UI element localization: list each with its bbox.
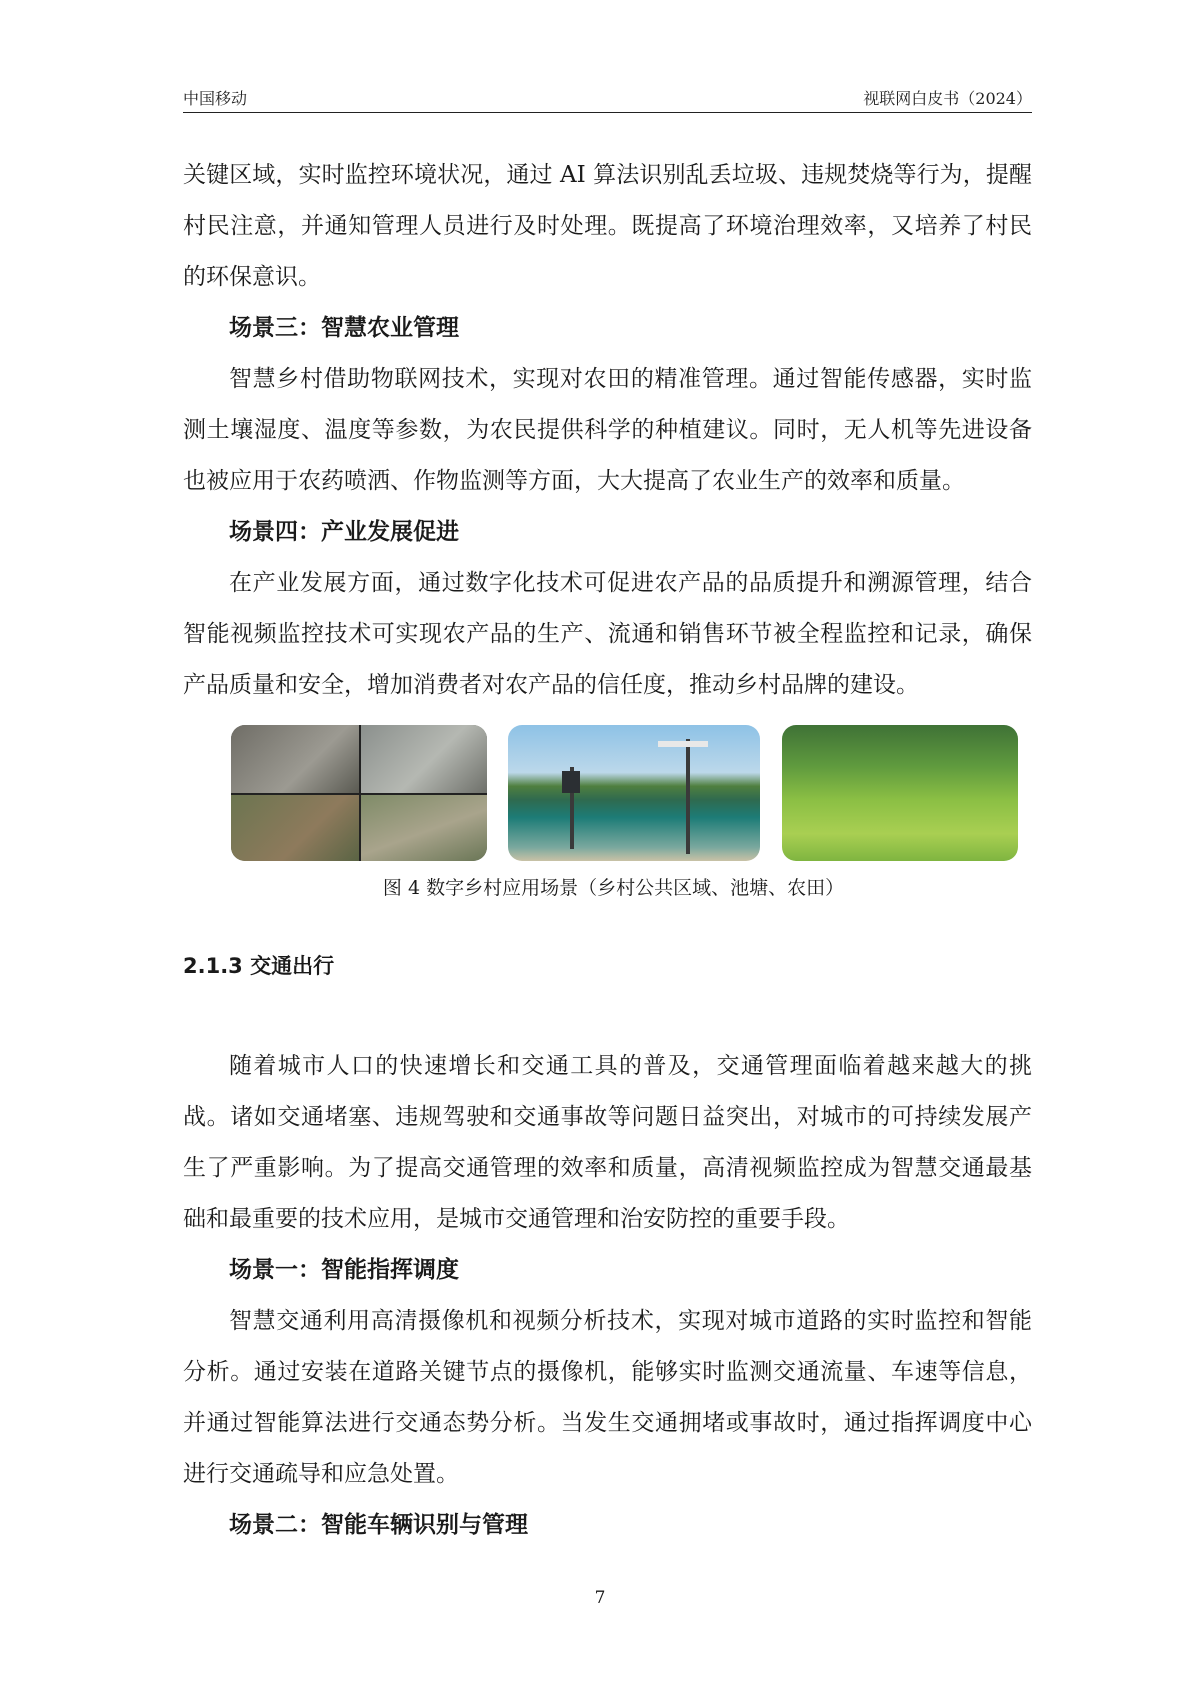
paragraph: 关键区域，实时监控环境状况，通过 AI 算法识别乱丢垃圾、违规焚烧等行为，提醒村民注意，并通知管理人员进行及时处理。既提高了环境治理效率，又培养了村民的环保意识。 bbox=[183, 162, 1032, 290]
figure-caption: 图 4 数字乡村应用场景（乡村公共区域、池塘、农田） bbox=[382, 877, 845, 899]
header-org: 中国移动 bbox=[183, 89, 248, 108]
paragraph: 智慧交通利用高清摄像机和视频分析技术，实现对城市道路的实时监控和智能分析。通过安装在道路关键节点的摄像机，能够实时监测交通流量、车速等信息，并通过智能算法进行交通态势分析。当发生交通拥堵或事故时，通过指挥调度中心进行交通疏导和应急处置。 bbox=[183, 1308, 1032, 1487]
scene-heading: 场景四：产业发展促进 bbox=[229, 519, 459, 545]
paragraph: 随着城市人口的快速增长和交通工具的普及，交通管理面临着越来越大的挑战。诸如交通堵塞、违规驾驶和交通事故等问题日益突出，对城市的可持续发展产生了严重影响。为了提高交通管理的效率和质量，高清视频监控成为智慧交通最基础和最重要的技术应用，是城市交通管理和治安防控的重要手段。 bbox=[183, 1053, 1032, 1232]
farmland-photo bbox=[782, 725, 1018, 861]
page-header bbox=[183, 84, 1032, 113]
sensor-pole bbox=[686, 739, 690, 854]
section-heading: 2.1.3 交通出行 bbox=[183, 954, 335, 978]
page-content bbox=[183, 150, 1032, 1551]
surveillance-grid-photo bbox=[231, 725, 487, 861]
camera-feed bbox=[359, 725, 487, 793]
scene-heading: 场景一：智能指挥调度 bbox=[229, 1257, 459, 1283]
grid-divider bbox=[231, 793, 487, 795]
header-doc-title: 视联网白皮书（2024） bbox=[863, 89, 1032, 108]
sensor-arm bbox=[658, 741, 708, 747]
sensor-box bbox=[562, 771, 580, 793]
paragraph: 智慧乡村借助物联网技术，实现对农田的精准管理。通过智能传感器，实时监测土壤湿度、温度等参数，为农民提供科学的种植建议。同时，无人机等先进设备也被应用于农药喷洒、作物监测等方面，大大提高了农业生产的效率和质量。 bbox=[183, 366, 1032, 494]
scene-heading: 场景三：智慧农业管理 bbox=[229, 315, 459, 341]
page-number: 7 bbox=[594, 1588, 606, 1608]
paragraph: 在产业发展方面，通过数字化技术可促进农产品的品质提升和溯源管理，结合智能视频监控技术可实现农产品的生产、流通和销售环节被全程监控和记录，确保产品质量和安全，增加消费者对农产品的信任度，推动乡村品牌的建设。 bbox=[183, 570, 1032, 698]
camera-feed bbox=[359, 793, 487, 861]
pond-photo bbox=[508, 725, 760, 861]
camera-feed bbox=[231, 725, 359, 793]
figure-photos bbox=[183, 725, 1032, 861]
camera-feed bbox=[231, 793, 359, 861]
scene-heading: 场景二：智能车辆识别与管理 bbox=[229, 1512, 528, 1538]
